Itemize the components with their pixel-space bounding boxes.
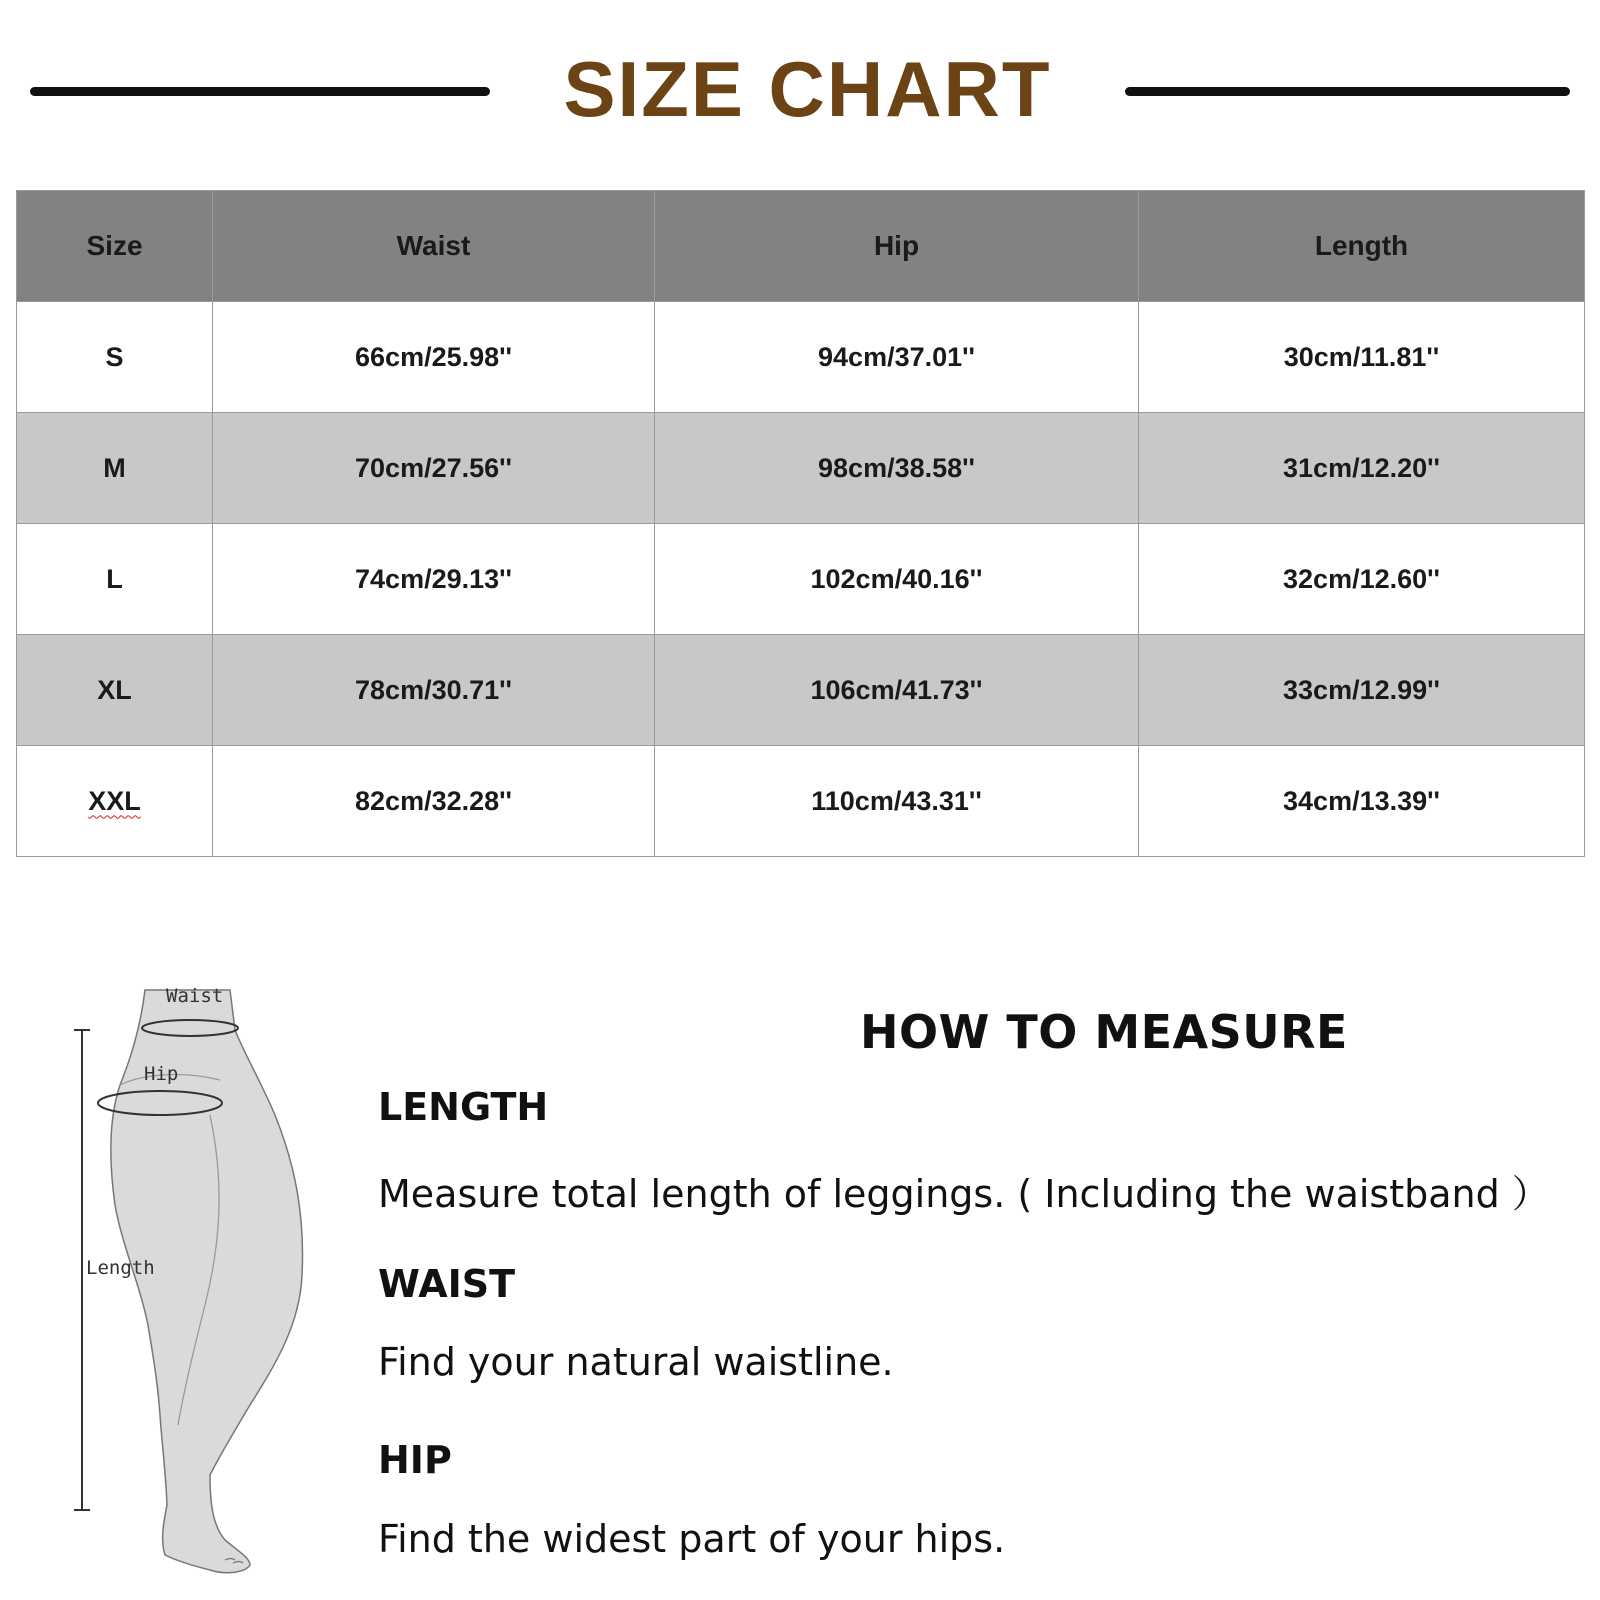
cell-hip: 94cm/37.01'' xyxy=(655,302,1139,413)
cell-waist: 74cm/29.13'' xyxy=(213,524,655,635)
page-title: SIZE CHART xyxy=(563,45,1052,133)
measure-text: Measure total length of leggings. ( Including the waistband ） xyxy=(378,1172,1550,1216)
cell-length: 33cm/12.99'' xyxy=(1139,635,1585,746)
cell-hip: 102cm/40.16'' xyxy=(655,524,1139,635)
measure-heading: WAIST xyxy=(378,1262,516,1306)
table-row xyxy=(17,302,1585,413)
table-row xyxy=(17,524,1585,635)
cell-waist: 66cm/25.98'' xyxy=(213,302,655,413)
cell-length: 31cm/12.20'' xyxy=(1139,413,1585,524)
measure-hip-text-wrap xyxy=(378,1517,1005,1561)
hip-label: Hip xyxy=(144,1063,179,1085)
header-waist: Waist xyxy=(213,191,655,302)
measure-length xyxy=(378,1085,548,1129)
length-label: Length xyxy=(86,1257,155,1279)
leggings-figure xyxy=(60,985,340,1600)
header-hip: Hip xyxy=(655,191,1139,302)
title-rule-left xyxy=(30,87,490,96)
cell-size-text: XXL xyxy=(88,785,141,816)
size-table xyxy=(16,190,1585,857)
measure-text: Find the widest part of your hips. xyxy=(378,1517,1006,1561)
header-size: Size xyxy=(17,191,213,302)
measure-waist-text-wrap xyxy=(378,1340,894,1384)
measure-hip xyxy=(378,1438,452,1482)
cell-size: M xyxy=(17,413,213,524)
cell-length: 30cm/11.81'' xyxy=(1139,302,1585,413)
cell-waist: 78cm/30.71'' xyxy=(213,635,655,746)
measure-waist xyxy=(378,1262,515,1306)
cell-size: L xyxy=(17,524,213,635)
measure-text: Find your natural waistline. xyxy=(378,1340,894,1384)
cell-size xyxy=(17,746,213,857)
cell-waist: 70cm/27.56'' xyxy=(213,413,655,524)
cell-hip: 106cm/41.73'' xyxy=(655,635,1139,746)
title-rule-right xyxy=(1125,87,1570,96)
cell-size: XL xyxy=(17,635,213,746)
table-row xyxy=(17,746,1585,857)
measure-heading: HIP xyxy=(378,1438,452,1482)
table-header-row xyxy=(17,191,1585,302)
how-to-measure-title: HOW TO MEASURE xyxy=(860,1005,1348,1059)
cell-waist: 82cm/32.28'' xyxy=(213,746,655,857)
measure-length-text-wrap xyxy=(378,1163,1550,1218)
measure-heading: LENGTH xyxy=(378,1085,549,1129)
cell-length: 32cm/12.60'' xyxy=(1139,524,1585,635)
cell-hip: 98cm/38.58'' xyxy=(655,413,1139,524)
cell-length: 34cm/13.39'' xyxy=(1139,746,1585,857)
table-row xyxy=(17,413,1585,524)
leggings-illustration xyxy=(60,985,340,1600)
waist-label: Waist xyxy=(166,985,224,1007)
header-length: Length xyxy=(1139,191,1585,302)
table-row xyxy=(17,635,1585,746)
cell-hip: 110cm/43.31'' xyxy=(655,746,1139,857)
cell-size: S xyxy=(17,302,213,413)
